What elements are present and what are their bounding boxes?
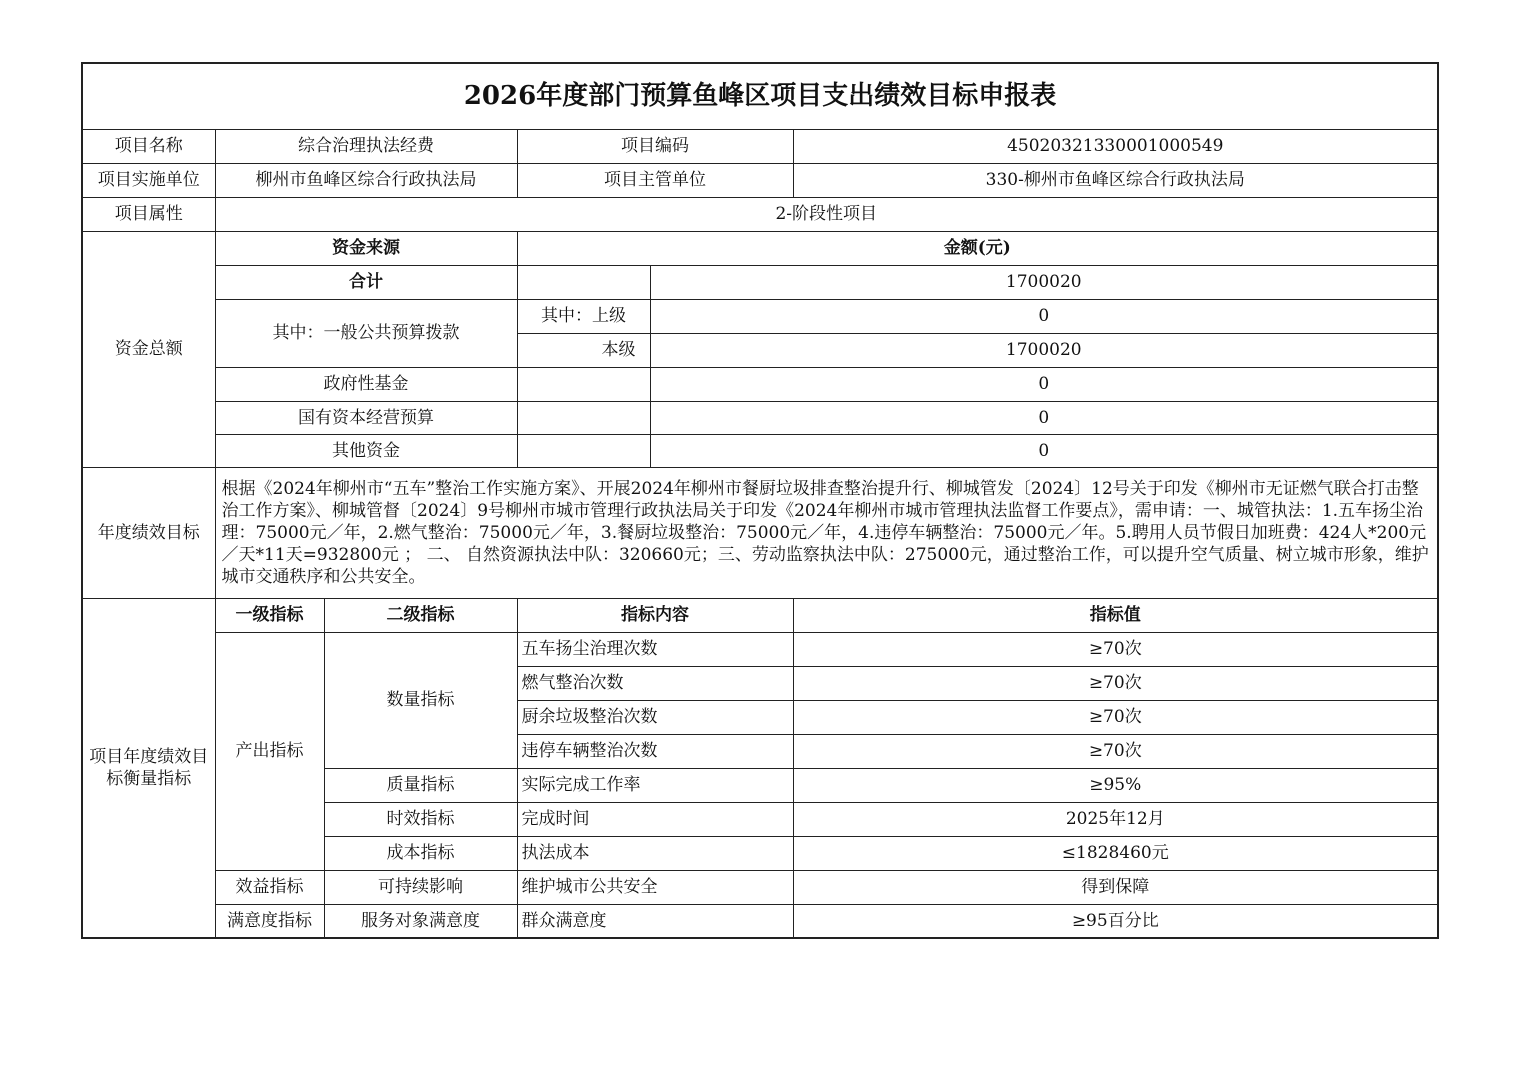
indicator-value: ≥95百分比 bbox=[793, 904, 1438, 938]
benefit-indicator-label: 效益指标 bbox=[215, 870, 324, 904]
indicator-value: 2025年12月 bbox=[793, 802, 1438, 836]
funds-source-header: 资金来源 bbox=[215, 231, 517, 265]
cost-indicator-label: 成本指标 bbox=[324, 836, 517, 870]
project-code-label: 项目编码 bbox=[517, 129, 793, 163]
funds-other-label: 其他资金 bbox=[215, 434, 517, 467]
indicator-value: ≥70次 bbox=[793, 666, 1438, 700]
sustainable-indicator-label: 可持续影响 bbox=[324, 870, 517, 904]
funds-upper-value: 0 bbox=[650, 299, 1438, 333]
funds-local-label: 本级 bbox=[517, 333, 650, 367]
funds-state-capital-blank bbox=[517, 401, 650, 434]
indicator-content: 实际完成工作率 bbox=[517, 768, 793, 802]
indicator-content: 完成时间 bbox=[517, 802, 793, 836]
indicator-content: 违停车辆整治次数 bbox=[517, 734, 793, 768]
funds-other-blank bbox=[517, 434, 650, 467]
performance-target-form bbox=[81, 62, 1437, 939]
indicators-section-label: 项目年度绩效目标衡量指标 bbox=[82, 598, 215, 938]
indicators-header-content: 指标内容 bbox=[517, 598, 793, 632]
indicator-value: ≥95% bbox=[793, 768, 1438, 802]
indicator-content: 维护城市公共安全 bbox=[517, 870, 793, 904]
output-indicator-label: 产出指标 bbox=[215, 632, 324, 870]
indicators-header-level1: 一级指标 bbox=[215, 598, 324, 632]
impl-unit-label: 项目实施单位 bbox=[82, 163, 215, 197]
project-name-value: 综合治理执法经费 bbox=[215, 129, 517, 163]
project-code-value: 45020321330001000549 bbox=[793, 129, 1438, 163]
quantity-indicator-label: 数量指标 bbox=[324, 632, 517, 768]
indicator-content: 燃气整治次数 bbox=[517, 666, 793, 700]
indicator-content: 五车扬尘治理次数 bbox=[517, 632, 793, 666]
funds-gov-fund-label: 政府性基金 bbox=[215, 367, 517, 401]
funds-gov-fund-value: 0 bbox=[650, 367, 1438, 401]
service-satisfaction-label: 服务对象满意度 bbox=[324, 904, 517, 938]
project-name-label: 项目名称 bbox=[82, 129, 215, 163]
annual-goal-label: 年度绩效目标 bbox=[82, 467, 215, 598]
funds-local-value: 1700020 bbox=[650, 333, 1438, 367]
indicator-content: 厨余垃圾整治次数 bbox=[517, 700, 793, 734]
impl-unit-value: 柳州市鱼峰区综合行政执法局 bbox=[215, 163, 517, 197]
funds-general-label: 其中：一般公共预算拨款 bbox=[215, 299, 517, 367]
indicators-header-value: 指标值 bbox=[793, 598, 1438, 632]
quality-indicator-label: 质量指标 bbox=[324, 768, 517, 802]
form-title: 2026年度部门预算鱼峰区项目支出绩效目标申报表 bbox=[82, 63, 1438, 129]
form-table bbox=[81, 62, 1439, 939]
indicator-value: ≥70次 bbox=[793, 632, 1438, 666]
funds-total-value: 1700020 bbox=[650, 265, 1438, 299]
satisfaction-indicator-label: 满意度指标 bbox=[215, 904, 324, 938]
project-attr-label: 项目属性 bbox=[82, 197, 215, 231]
project-attr-value: 2-阶段性项目 bbox=[215, 197, 1438, 231]
indicator-content: 执法成本 bbox=[517, 836, 793, 870]
funds-state-capital-label: 国有资本经营预算 bbox=[215, 401, 517, 434]
indicator-value: ≥70次 bbox=[793, 734, 1438, 768]
funds-gov-fund-blank bbox=[517, 367, 650, 401]
indicator-value: 得到保障 bbox=[793, 870, 1438, 904]
funds-amount-header: 金额(元) bbox=[517, 231, 1438, 265]
supervisor-unit-label: 项目主管单位 bbox=[517, 163, 793, 197]
funds-upper-label: 其中：上级 bbox=[517, 299, 650, 333]
funds-section-label: 资金总额 bbox=[82, 231, 215, 467]
indicator-value: ≥70次 bbox=[793, 700, 1438, 734]
indicator-content: 群众满意度 bbox=[517, 904, 793, 938]
indicator-value: ≤1828460元 bbox=[793, 836, 1438, 870]
indicators-header-level2: 二级指标 bbox=[324, 598, 517, 632]
timeliness-indicator-label: 时效指标 bbox=[324, 802, 517, 836]
funds-total-label: 合计 bbox=[215, 265, 517, 299]
funds-other-value: 0 bbox=[650, 434, 1438, 467]
funds-total-blank bbox=[517, 265, 650, 299]
funds-state-capital-value: 0 bbox=[650, 401, 1438, 434]
supervisor-unit-value: 330-柳州市鱼峰区综合行政执法局 bbox=[793, 163, 1438, 197]
annual-goal-text: 根据《2024年柳州市“五车”整治工作实施方案》、开展2024年柳州市餐厨垃圾排查整治提升行、柳城管发〔2024〕12号关于印发《柳州市无证燃气联合打击整治工作方案》、柳城管督〔2024〕9号柳州市城市管理行政执法局关于印发《2024年柳州市城市管理执法监督工作要点》，需申请：一、城管执法：1.五车扬尘治理：75000元／年，2.燃气整治：75000元／年，3.餐厨垃圾整治：75000元／年，4.违停车辆整治：75000元／年。5.聘用人员节假日加班费：424人*200元／天*11天=932800元 ； 二、 自然资源执法中队：320660元；三、劳动监察执法中队：275000元，通过整治工作，可以提升空气质量、树立城市形象，维护城市交通秩序和公共安全。 bbox=[215, 467, 1438, 598]
